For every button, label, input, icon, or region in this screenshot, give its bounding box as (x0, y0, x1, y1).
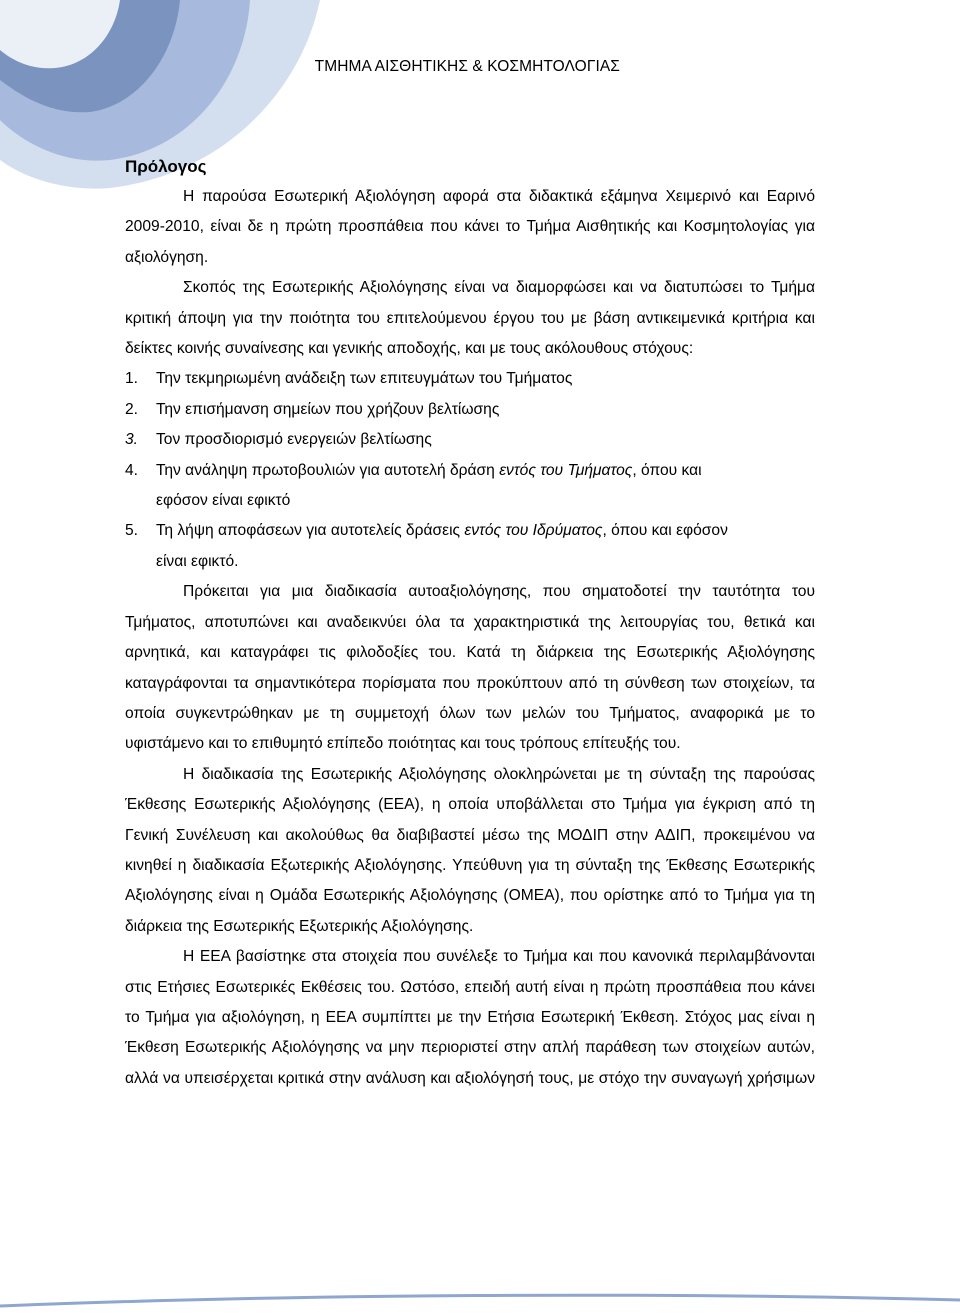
list-text: Την τεκμηριωμένη ανάδειξη των επιτευγμάτων του Τμήματος (156, 370, 573, 388)
list-number: 2. (125, 400, 139, 418)
list-item (125, 516, 815, 577)
list-item (125, 364, 815, 394)
list-text (156, 456, 815, 517)
paragraph-3: Πρόκειται για μια διαδικασία αυτοαξιολόγησης, που σηματοδοτεί την ταυτότητα του Τμήματος, αποτυπώνει και αναδεικνύει όλα τα χαρακτηριστικά της λειτουργίας του, θετικά και αρνητικά, και καταγράφει τις φιλοδοξίες του. Κατά τη διάρκεια της Εσωτερικής Αξιολόγησης καταγράφονται τα σημαντικότερα πορίσματα που προκύπτουν από τη σύνθεση των στοιχείων, τα οποία συγκεντρώθηκαν με τη συμμετοχή όλων των μελών του Τμήματος, αναφορικά με το υφιστάμενο και το επιθυμητό επίπεδο ποιότητας και τους τρόπους επίτευξής του. (125, 583, 815, 753)
list-text-continuation: είναι εφικτό. (156, 552, 239, 570)
list-text-continuation: εφόσον είναι εφικτό (156, 492, 291, 510)
list-item (125, 395, 815, 425)
header-title: ΤΜΗΜΑ ΑΙΣΘΗΤΙΚΗΣ & ΚΟΣΜΗΤΟΛΟΓΙΑΣ (314, 58, 620, 75)
list-item (125, 425, 815, 455)
footer-curve (0, 1295, 960, 1306)
list-text (156, 516, 815, 577)
paragraph-5: Η ΕΕΑ βασίστηκε στα στοιχεία που συνέλεξε το Τμήμα και που κανονικά περιλαμβάνονται στις Ετήσιες Εσωτερικές Εκθέσεις του. Ωστόσο, επειδή αυτή είναι η πρώτη προσπάθεια που κάνει το Τμήμα για αξιολόγηση, η ΕΕΑ συμπίπτει με την Ετήσια Εσωτερική Έκθεση. Στόχος μας είναι η Έκθεση Εσωτερικής Αξιολόγησης να μην περιοριστεί στην απλή παράθεση των στοιχείων αυτών, αλλά να υπεισέρχεται κριτικά στην ανάλυση και αξιολόγησή τους, με στόχο την συναγωγή χρήσιμων (125, 948, 815, 1087)
list-number: 1. (125, 370, 139, 388)
paragraph-1: Η παρούσα Εσωτερική Αξιολόγηση αφορά στα διδακτικά εξάμηνα Χειμερινό και Εαρινό 2009-2010, είναι δε η πρώτη προσπάθεια που κάνει το Τμήμα Αισθητικής και Κοσμητολογίας για αξιολόγηση. (125, 188, 815, 266)
list-text: Την επισήμανση σημείων που χρήζουν βελτίωσης (156, 400, 500, 418)
paragraph-2: Σκοπός της Εσωτερικής Αξιολόγησης είναι να διαμορφώσει και να διατυπώσει το Τμήμα κριτική άποψη για την ποιότητα του επιτελούμενου έργου του με βάση αντικειμενικά κριτήρια και δείκτες κοινής συναίνεσης και γενικής αποδοχής, και με τους ακόλουθους στόχους: (125, 279, 815, 358)
list-text-pre: Την ανάληψη πρωτοβουλιών για αυτοτελή δράση (156, 461, 500, 479)
list-text-pre: Τη λήψη αποφάσεων για αυτοτελείς δράσεις (156, 522, 465, 540)
list-text-post: , όπου και εφόσον (602, 522, 728, 540)
list-number: 3. (125, 431, 139, 449)
section-heading: Πρόλογος (125, 157, 207, 176)
list-item (125, 456, 815, 517)
list-number: 4. (125, 461, 139, 479)
list-text: Τον προσδιορισμό ενεργειών βελτίωσης (156, 431, 432, 449)
list-number: 5. (125, 522, 139, 540)
list-text-post: , όπου και (632, 461, 702, 479)
list-text-emphasis: εντός του Ιδρύματος (464, 522, 603, 540)
document-body (125, 152, 815, 1094)
paragraph-4: Η διαδικασία της Εσωτερικής Αξιολόγησης ολοκληρώνεται με τη σύνταξη της παρούσας Έκθεσης Εσωτερικής Αξιολόγησης (ΕΕΑ), η οποία υποβάλλεται στο Τμήμα για έγκριση από τη Γενική Συνέλευση και ακολούθως θα διαβιβαστεί μέσω της ΜΟΔΙΠ στην ΑΔΙΠ, προκειμένου να κινηθεί η διαδικασία Εξωτερικής Αξιολόγησης. Υπεύθυνη για τη σύνταξη της Έκθεσης Εσωτερικής Αξιολόγησης είναι η Ομάδα Εσωτερικής Αξιολόγησης (ΟΜΕΑ), που ορίστηκε από το Τμήμα για τη διάρκεια της Εσωτερικής Εξωτερικής Αξιολόγησης. (125, 765, 815, 935)
list-text-emphasis: εντός του Τμήματος (499, 461, 633, 479)
footer-decoration-line (0, 1290, 960, 1308)
